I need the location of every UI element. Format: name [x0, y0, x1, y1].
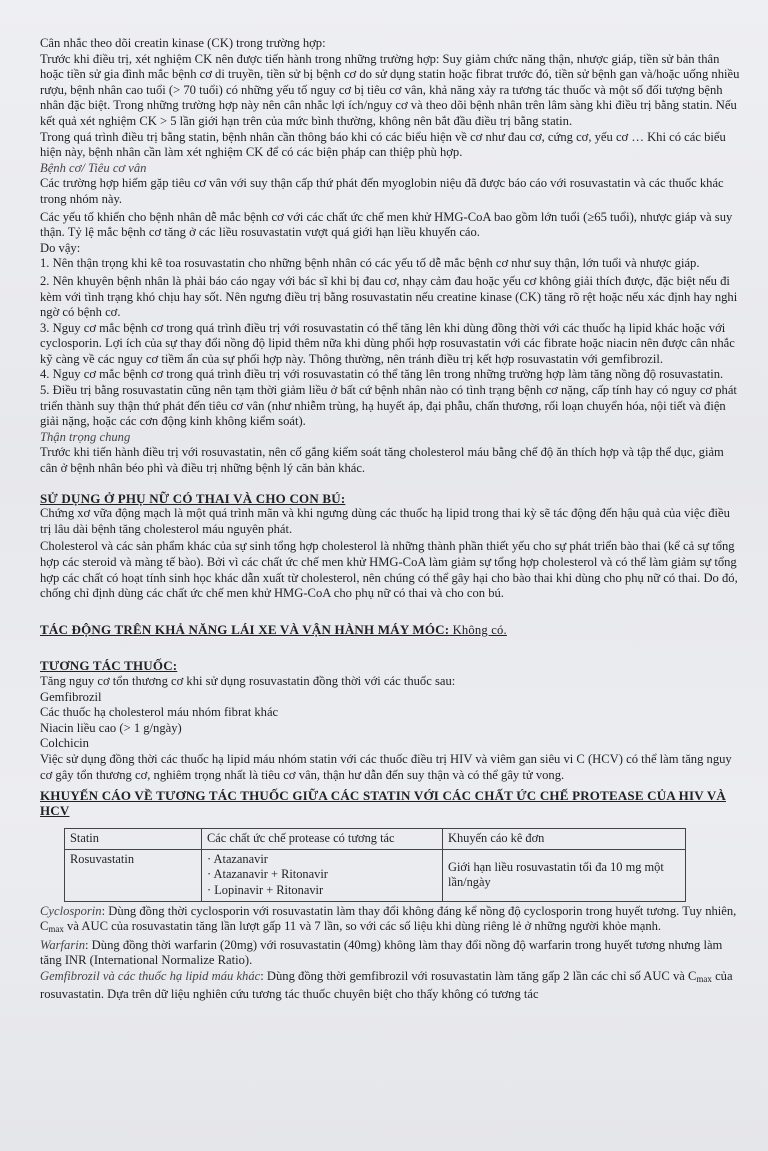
myopathy-subheading: Bệnh cơ/ Tiêu cơ vân: [40, 160, 147, 175]
interaction-table: [64, 828, 686, 901]
numbered-item-5: 5. Điều trị bằng rosuvastatin cũng nên tạm thời giảm liều ở bất cứ bệnh nhân nào có tình trạng bệnh cơ nặng, cấp tính hay có nguy cơ phát triển thành suy thận thứ phát đến tiêu cơ vân (như nhiễm trùng, hạ huyết áp, đại phẫu, chấn thương, rối loạn chuyển hóa, nội tiết và điện giải nặng, hoặc các cơn động kinh không kiểm soát).: [40, 383, 737, 429]
numbered-item-4: 4. Nguy cơ mắc bệnh cơ trong quá trình điều trị với rosuvastatin có thể tăng lên trong những trường hợp làm tăng nồng độ rosuvastatin.: [40, 367, 724, 382]
table-cell-inhibitors: [202, 849, 443, 901]
pregnancy-p1: Chứng xơ vữa động mạch là một quá trình mãn và khi ngưng dùng các thuốc hạ lipid trong thai kỳ sẽ tác động đến hậu quả của việc điều trị lâu dài bệnh tăng cholesterol máu nguyên phát.: [40, 506, 730, 536]
ck-during-treatment: Trong quá trình điều trị bằng statin, bệnh nhân cần thông báo khi có các biểu hiện về cơ như đau cơ, cứng cơ, yếu cơ … Khi có các biểu hiện này, bệnh nhân cần làm xét nghiệm CK để có các biện pháp can thiệp phù hợp.: [40, 129, 726, 160]
drug-fibrates: Các thuốc hạ cholesterol máu nhóm fibrat khác: [40, 705, 279, 720]
drug-niacin: Niacin liều cao (> 1 g/ngày): [40, 720, 182, 735]
hiv-hcv-text: Việc sử dụng đồng thời các thuốc hạ lipid máu nhóm statin với các thuốc điều trị HIV và viêm gan siêu vi C (HCV) có thể làm tăng nguy cơ gây tổn thương cơ, nghiêm trọng nhất là tiêu cơ vân, thận hư dẫn đến suy thận và có thể gây tử vong.: [40, 751, 732, 782]
inhibitor-item: · Atazanavir: [207, 852, 437, 868]
table-header-statin: Statin: [65, 829, 202, 850]
drug-colchicin: Colchicin: [40, 736, 89, 751]
myopathy-p1: Các trường hợp hiếm gặp tiêu cơ vân với suy thận cấp thứ phát đến myoglobin niệu đã được báo cáo với rosuvastatin và các thuốc khác trong nhóm này.: [40, 176, 724, 206]
warfarin-paragraph: Warfarin: Dùng đồng thời warfarin (20mg) với rosuvastatin (40mg) không làm thay đổi nồng độ warfarin trong huyết tương nhưng làm tăng INR (International Normalize Ratio).: [40, 937, 723, 968]
numbered-item-2: 2. Nên khuyên bệnh nhân là phải báo cáo ngay với bác sĩ khi bị đau cơ, nhạy cảm đau hoặc yếu cơ không giải thích được, đặc biệt nếu đi kèm với tình trạng khó chịu hay sốt. Nên ngưng điều trị bằng rosuvastatin nếu creatine kinase (CK) tăng rõ rệt hoặc nếu xác định hay nghi ngờ có bệnh cơ.: [40, 273, 738, 320]
interactions-intro: Tăng nguy cơ tổn thương cơ khi sử dụng rosuvastatin đồng thời với các thuốc sau:: [40, 673, 456, 688]
recommendation-heading: KHUYẾN CÁO VỀ TƯƠNG TÁC THUỐC GIỮA CÁC STATIN VỚI CÁC CHẤT ỨC CHẾ PROTEASE CỦA HIV VÀ HCV: [40, 788, 726, 819]
table-header-advice: Khuyến cáo kê đơn: [443, 829, 686, 850]
driving-heading: TÁC ĐỘNG TRÊN KHẢ NĂNG LÁI XE VÀ VẬN HÀNH MÁY MÓC:: [40, 621, 450, 637]
inhibitor-item: · Atazanavir + Ritonavir: [207, 867, 437, 883]
myopathy-p2: Các yếu tố khiến cho bệnh nhân dễ mắc bệnh cơ với các chất ức chế men khử HMG-CoA bao gồm lớn tuổi (≥65 tuổi), nhược giáp và suy thận. Tỷ lệ mắc bệnh cơ tăng ở các liều rosuvastatin vượt quá giới hạn liều khuyến cáo.: [40, 209, 733, 240]
gemfibrozil-paragraph: Gemfibrozil và các thuốc hạ lipid máu khác: Dùng đồng thời gemfibrozil với rosuvastatin làm tăng gấp 2 lần các chỉ số AUC và $C_{max}$ của rosuvastatin. Dựa trên dữ liệu nghiên cứu tương tác thuốc chuyên biệt cho thấy không có tương tác: [40, 968, 733, 1002]
driving-text: Không có.: [449, 622, 507, 637]
numbered-item-1: 1. Nên thận trọng khi kê toa rosuvastatin cho những bệnh nhân có các yếu tố dễ mắc bệnh cơ như suy thận, lớn tuổi và nhược giáp.: [40, 256, 700, 271]
interactions-heading: TƯƠNG TÁC THUỐC:: [40, 658, 178, 674]
table-cell-statin: Rosuvastatin: [65, 849, 202, 901]
ck-intro: Cân nhắc theo dõi creatin kinase (CK) trong trường hợp:: [40, 36, 326, 50]
cyclosporin-paragraph: Cyclosporin: Dùng đồng thời cyclosporin với rosuvastatin làm thay đổi không đáng kể nồng độ cyclosporin trong huyết tương. Tuy nhiên, $C_{max}$ và AUC của rosuvastatin tăng lần lượt gấp 11 và 7 lần, so với các số liệu khi dùng riêng lẻ ở những người khỏe mạnh.: [40, 903, 737, 935]
general-precautions-text: Trước khi tiến hành điều trị với rosuvastatin, nên cố gắng kiểm soát tăng cholesterol máu bằng chế độ ăn thích hợp và tập thể dục, giảm cân ở bệnh nhân béo phì và điều trị những bệnh lý căn bản khác.: [40, 445, 724, 476]
gemfibrozil-label: Gemfibrozil và các thuốc hạ lipid máu khác: [40, 968, 261, 983]
numbered-item-3: 3. Nguy cơ mắc bệnh cơ trong quá trình điều trị với rosuvastatin có thể tăng lên khi dùng đồng thời với các thuốc hạ lipid khác hoặc với cyclosporin. Lợi ích của sự thay đổi nồng độ lipid thêm nữa khi dùng phối hợp rosuvastatin với các fibrate hoặc niacin nên được cân nhắc kỹ càng về các nguy cơ tiềm ẩn của sự phối hợp này. Thông thường, nên tránh điều trị kết hợp rosuvastatin với gemfibrozil.: [40, 320, 735, 366]
leaflet-text: [40, 36, 740, 1003]
warfarin-label: Warfarin: [40, 937, 86, 952]
inhibitor-item: · Lopinavir + Ritonavir: [207, 883, 437, 899]
table-cell-advice: Giới hạn liều rosuvastatin tối đa 10 mg một lần/ngày: [443, 849, 686, 901]
pregnancy-heading: SỬ DỤNG Ở PHỤ NỮ CÓ THAI VÀ CHO CON BÚ:: [40, 490, 346, 506]
ck-before-treatment: Trước khi điều trị, xét nghiệm CK nên được tiến hành trong những trường hợp: Suy giảm chức năng thận, nhược giáp, tiền sử bản thân hoặc tiền sử gia đình mắc bệnh cơ di truyền, tiền sử bị bệnh cơ do sử dụng statin hoặc fibrat trước đó, tiền sử bệnh gan và/hoặc uống nhiều rượu, bệnh nhân cao tuổi (> 70 tuổi) có những yếu tố nguy cơ bị tiêu cơ vân, khả năng xảy ra tương tác thuốc và một số đối tượng bệnh nhân đặc biệt. Trong những trường hợp này nên cân nhắc lợi ích/nguy cơ và theo dõi bệnh nhân trên lâm sàng khi điều trị bằng statin. Nếu kết quả xét nghiệm CK > 5 lần giới hạn trên của mức bình thường, không nên bắt đầu điều trị bằng statin.: [40, 51, 740, 128]
table-header-row: [65, 829, 686, 850]
general-precautions-subheading: Thận trọng chung: [40, 429, 131, 444]
therefore-label: Do vậy:: [40, 240, 81, 255]
drug-gemfibrozil: Gemfibrozil: [40, 689, 102, 704]
pregnancy-p2: Cholesterol và các sản phẩm khác của sự sinh tổng hợp cholesterol là những thành phần thiết yếu cho sự phát triển bào thai (kể cả sự tổng hợp các steroid và màng tế bào). Bởi vì các chất ức chế men khử HMG-CoA làm giảm sự tổng hợp cholesterol và có thể làm giảm sự tổng hợp các chất có hoạt tính sinh học khác dẫn xuất từ cholesterol, nên chúng có thể gây hại cho bào thai khi dùng cho phụ nữ có thai. Do đó, chống chỉ định dùng các chất ức chế men khử HMG-CoA cho phụ nữ có thai và cho con bú.: [40, 539, 738, 601]
cyclosporin-label: Cyclosporin: [40, 903, 102, 918]
table-row: [65, 849, 686, 901]
table-header-inhibitors: Các chất ức chế protease có tương tác: [202, 829, 443, 850]
driving-line: [40, 622, 740, 639]
